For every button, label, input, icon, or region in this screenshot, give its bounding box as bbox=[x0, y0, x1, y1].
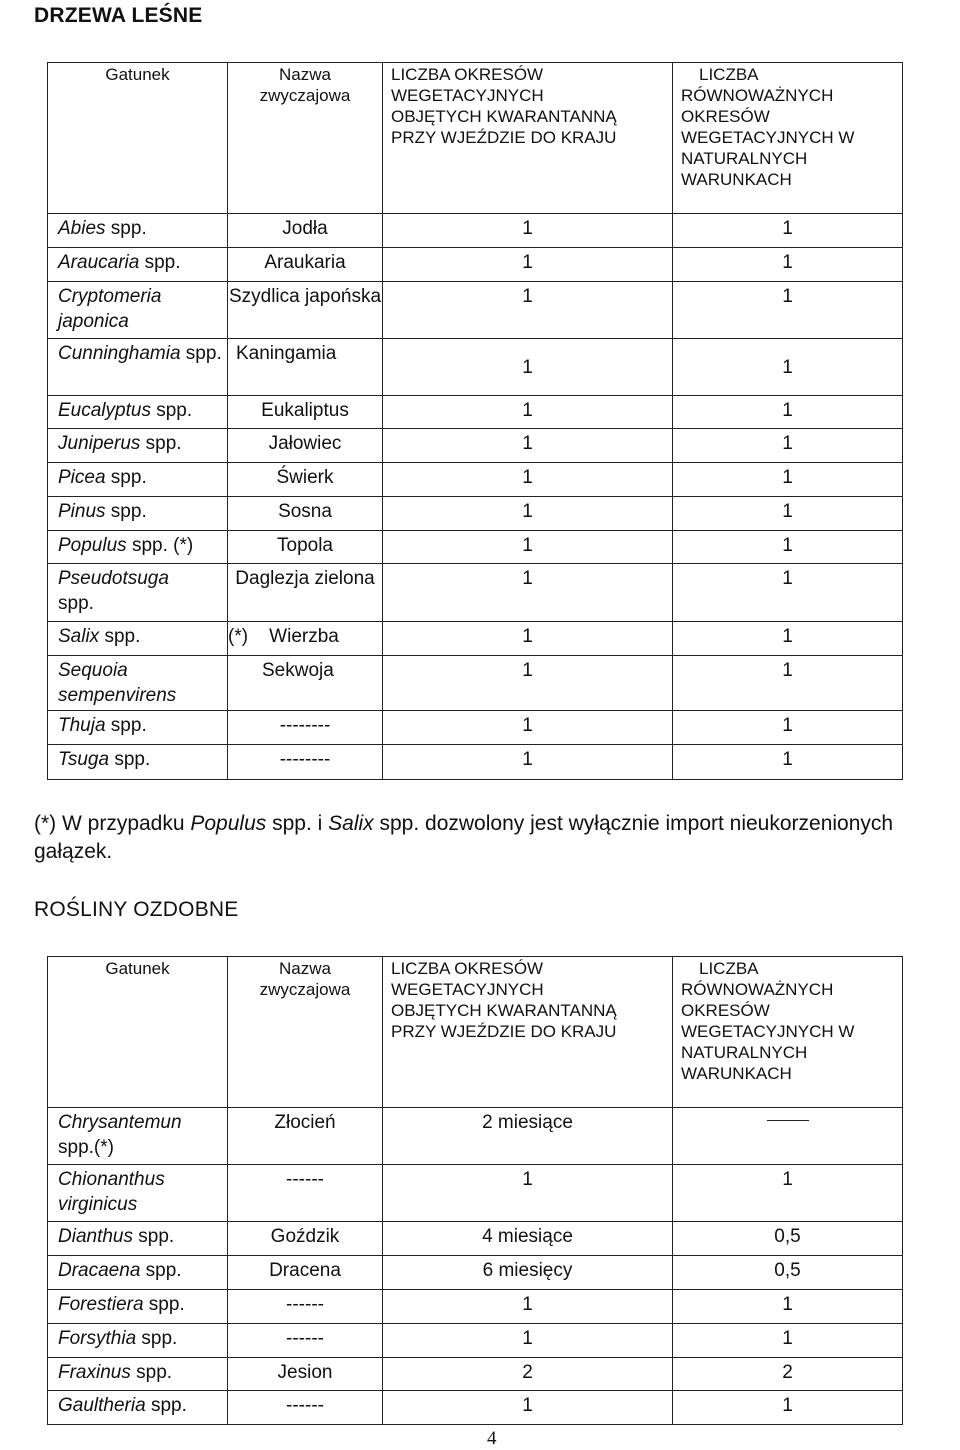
table-row bbox=[48, 1222, 903, 1256]
table-row bbox=[48, 497, 903, 531]
species-cell: Sequoia sempenvirens bbox=[48, 656, 228, 711]
table-row bbox=[48, 1358, 903, 1391]
equivalent-cell: 1 bbox=[673, 711, 903, 745]
equivalent-cell: 1 bbox=[673, 745, 903, 780]
quarantine-cell: 2 miesiące bbox=[383, 1108, 673, 1165]
forest-trees-table bbox=[47, 62, 903, 780]
species-cell: Eucalyptus spp. bbox=[48, 396, 228, 429]
quarantine-cell: 1 bbox=[383, 622, 673, 656]
header-equivalent-periods: LICZBA RÓWNOWAŻNYCH OKRESÓW WEGETACYJNYCH W NATURALNYCH WARUNKACH bbox=[673, 957, 903, 1108]
header-common-name: Nazwa zwyczajowa bbox=[228, 957, 383, 1108]
common-name-cell: Topola bbox=[228, 531, 383, 564]
species-cell: Salix spp. bbox=[48, 622, 228, 656]
common-name-cell: Kaningamia bbox=[228, 339, 383, 396]
table-row bbox=[48, 282, 903, 339]
common-name-cell: ------ bbox=[228, 1165, 383, 1222]
table-row bbox=[48, 1256, 903, 1290]
header-quarantine-periods: LICZBA OKRESÓW WEGETACYJNYCH OBJĘTYCH KWARANTANNĄ PRZY WJEŹDZIE DO KRAJU bbox=[383, 957, 673, 1108]
common-name-cell: Jałowiec bbox=[228, 429, 383, 463]
common-name-cell: Goździk bbox=[228, 1222, 383, 1256]
equivalent-cell: 1 bbox=[673, 1391, 903, 1425]
common-name-cell: ------ bbox=[228, 1324, 383, 1358]
table-row bbox=[48, 531, 903, 564]
common-name-cell: Złocień bbox=[228, 1108, 383, 1165]
quarantine-cell: 1 bbox=[383, 214, 673, 248]
common-name-cell: Szydlica japońska bbox=[228, 282, 383, 339]
footnote: (*) W przypadku Populus spp. i Salix spp. dozwolony jest wyłącznie import nieukorzenionych gałązek. bbox=[34, 812, 894, 863]
species-cell: Picea spp. bbox=[48, 463, 228, 497]
table-row bbox=[48, 745, 903, 780]
species-cell: Forsythia spp. bbox=[48, 1324, 228, 1358]
common-name-cell: Araukaria bbox=[228, 248, 383, 282]
quarantine-cell: 1 bbox=[383, 711, 673, 745]
species-cell: Pseudotsuga spp. bbox=[48, 564, 228, 622]
quarantine-cell: 1 bbox=[383, 745, 673, 780]
equivalent-cell: 2 bbox=[673, 1358, 903, 1391]
header-species: Gatunek bbox=[48, 957, 228, 1108]
section-title-ornamental-plants: ROŚLINY OZDOBNE bbox=[34, 898, 239, 921]
dash-mark bbox=[767, 1120, 809, 1121]
equivalent-cell: 1 bbox=[673, 497, 903, 531]
table-row bbox=[48, 622, 903, 656]
ornamental-plants-table bbox=[47, 956, 903, 1425]
equivalent-cell: 1 bbox=[673, 396, 903, 429]
header-quarantine-periods: LICZBA OKRESÓW WEGETACYJNYCH OBJĘTYCH KWARANTANNĄ PRZY WJEŹDZIE DO KRAJU bbox=[383, 63, 673, 214]
quarantine-cell: 1 bbox=[383, 656, 673, 711]
table-row bbox=[48, 339, 903, 396]
common-name-cell: -------- bbox=[228, 711, 383, 745]
quarantine-cell: 1 bbox=[383, 1165, 673, 1222]
common-name-cell: Dracena bbox=[228, 1256, 383, 1290]
equivalent-cell: 1 bbox=[673, 463, 903, 497]
species-cell: Chrysantemun spp.(*) bbox=[48, 1108, 228, 1165]
equivalent-cell: 1 bbox=[673, 248, 903, 282]
common-name-cell: ------ bbox=[228, 1290, 383, 1324]
quarantine-cell: 1 bbox=[383, 463, 673, 497]
species-cell: Cryptomeria japonica bbox=[48, 282, 228, 339]
species-cell: Forestiera spp. bbox=[48, 1290, 228, 1324]
table-row bbox=[48, 429, 903, 463]
common-name-cell: Sekwoja bbox=[228, 656, 383, 711]
equivalent-cell: 1 bbox=[673, 656, 903, 711]
quarantine-cell: 1 bbox=[383, 531, 673, 564]
quarantine-cell: 1 bbox=[383, 497, 673, 531]
quarantine-cell: 1 bbox=[383, 1391, 673, 1425]
equivalent-cell: 1 bbox=[673, 1324, 903, 1358]
table-row bbox=[48, 711, 903, 745]
equivalent-cell: 1 bbox=[673, 339, 903, 396]
common-name-cell: -------- bbox=[228, 745, 383, 780]
quarantine-cell: 4 miesiące bbox=[383, 1222, 673, 1256]
table-row bbox=[48, 1290, 903, 1324]
quarantine-cell: 1 bbox=[383, 282, 673, 339]
equivalent-cell: 1 bbox=[673, 622, 903, 656]
table-row bbox=[48, 1165, 903, 1222]
quarantine-cell: 1 bbox=[383, 1324, 673, 1358]
species-cell: Juniperus spp. bbox=[48, 429, 228, 463]
equivalent-cell: 1 bbox=[673, 531, 903, 564]
species-cell: Araucaria spp. bbox=[48, 248, 228, 282]
common-name-cell: Eukaliptus bbox=[228, 396, 383, 429]
common-name-cell: Jesion bbox=[228, 1358, 383, 1391]
section-title-forest-trees: DRZEWA LEŚNE bbox=[34, 4, 203, 27]
equivalent-cell: 1 bbox=[673, 1290, 903, 1324]
table-row bbox=[48, 463, 903, 497]
species-cell: Dracaena spp. bbox=[48, 1256, 228, 1290]
quarantine-cell: 1 bbox=[383, 429, 673, 463]
quarantine-cell: 1 bbox=[383, 1290, 673, 1324]
quarantine-cell: 6 miesięcy bbox=[383, 1256, 673, 1290]
species-cell: Dianthus spp. bbox=[48, 1222, 228, 1256]
equivalent-cell: 0,5 bbox=[673, 1222, 903, 1256]
header-row bbox=[48, 957, 903, 1108]
table-row bbox=[48, 248, 903, 282]
quarantine-cell: 1 bbox=[383, 248, 673, 282]
equivalent-cell: 0,5 bbox=[673, 1256, 903, 1290]
common-name-cell: Sosna bbox=[228, 497, 383, 531]
species-cell: Thuja spp. bbox=[48, 711, 228, 745]
equivalent-cell bbox=[673, 1108, 903, 1165]
equivalent-cell: 1 bbox=[673, 429, 903, 463]
table-row bbox=[48, 564, 903, 622]
common-name-cell: Jodła bbox=[228, 214, 383, 248]
table-row bbox=[48, 214, 903, 248]
common-name-cell: Daglezja zielona bbox=[228, 564, 383, 622]
common-name-cell: (*) Wierzba bbox=[228, 622, 383, 656]
page-number: 4 bbox=[487, 1428, 497, 1449]
species-cell: Chionanthus virginicus bbox=[48, 1165, 228, 1222]
species-cell: Pinus spp. bbox=[48, 497, 228, 531]
table-row bbox=[48, 1108, 903, 1165]
header-equivalent-periods: LICZBA RÓWNOWAŻNYCH OKRESÓW WEGETACYJNYCH W NATURALNYCH WARUNKACH bbox=[673, 63, 903, 214]
quarantine-cell: 1 bbox=[383, 339, 673, 396]
species-cell: Populus spp. (*) bbox=[48, 531, 228, 564]
species-cell: Cunninghamia spp. bbox=[48, 339, 228, 396]
quarantine-cell: 1 bbox=[383, 564, 673, 622]
equivalent-cell: 1 bbox=[673, 282, 903, 339]
species-cell: Abies spp. bbox=[48, 214, 228, 248]
equivalent-cell: 1 bbox=[673, 1165, 903, 1222]
species-cell: Fraxinus spp. bbox=[48, 1358, 228, 1391]
species-cell: Tsuga spp. bbox=[48, 745, 228, 780]
table-row bbox=[48, 656, 903, 711]
common-name-cell: Świerk bbox=[228, 463, 383, 497]
table-row bbox=[48, 1324, 903, 1358]
quarantine-cell: 1 bbox=[383, 396, 673, 429]
header-row bbox=[48, 63, 903, 214]
equivalent-cell: 1 bbox=[673, 214, 903, 248]
table-row bbox=[48, 1391, 903, 1425]
species-cell: Gaultheria spp. bbox=[48, 1391, 228, 1425]
equivalent-cell: 1 bbox=[673, 564, 903, 622]
quarantine-cell: 2 bbox=[383, 1358, 673, 1391]
common-name-cell: ------ bbox=[228, 1391, 383, 1425]
table-row bbox=[48, 396, 903, 429]
header-common-name: Nazwa zwyczajowa bbox=[228, 63, 383, 214]
header-species: Gatunek bbox=[48, 63, 228, 214]
